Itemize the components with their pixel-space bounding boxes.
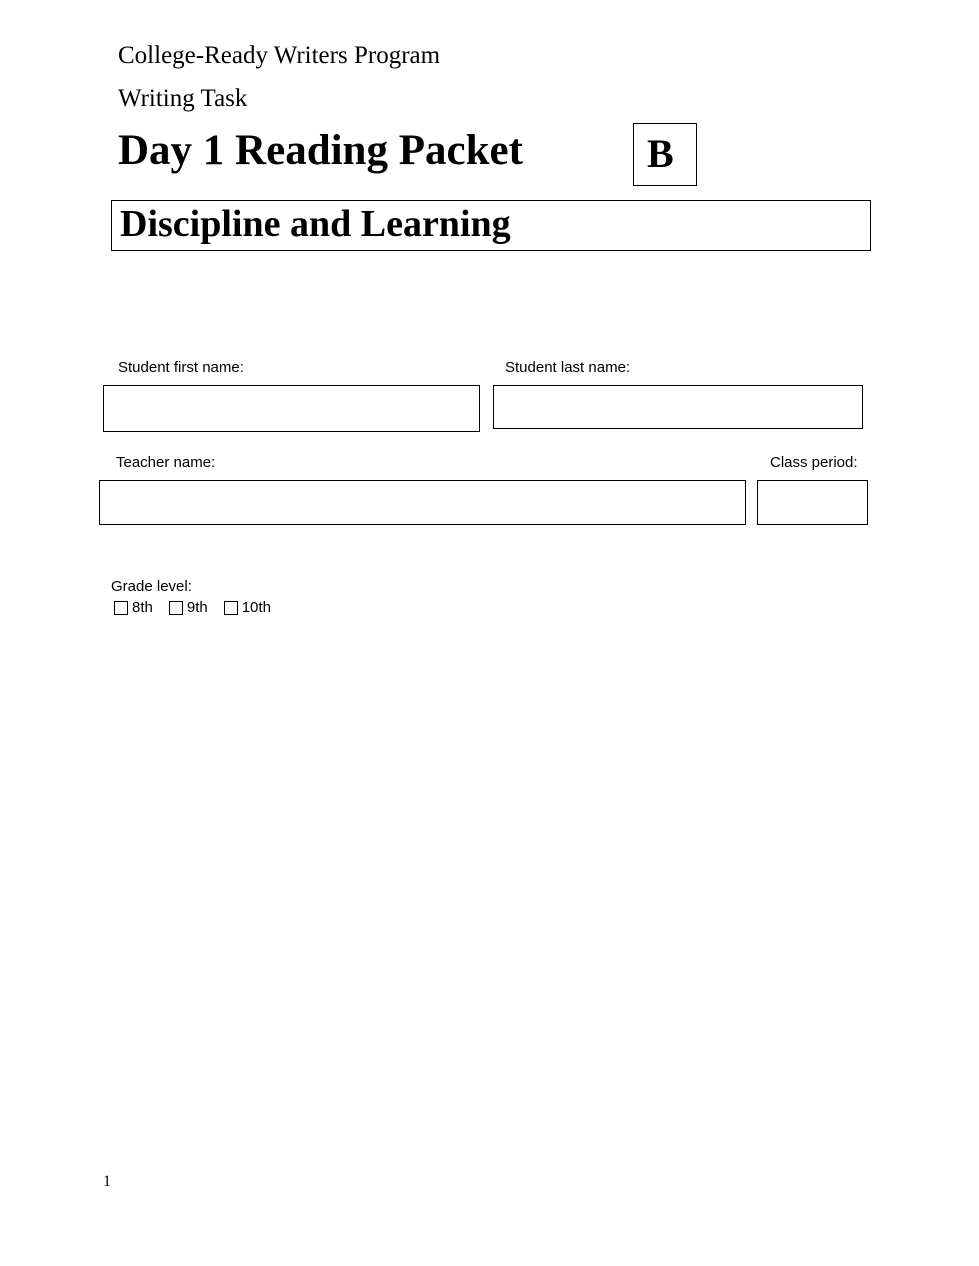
- form-letter: B: [647, 131, 674, 176]
- grade-options: [114, 599, 287, 616]
- topic-box: [111, 200, 871, 251]
- teacher-name-label: Teacher name:: [116, 454, 216, 471]
- page-number: 1: [103, 1173, 111, 1190]
- last-name-field[interactable]: [493, 385, 863, 429]
- topic-title: Discipline and Learning: [120, 203, 511, 245]
- last-name-label: Student last name:: [505, 359, 631, 376]
- checkbox-9th[interactable]: [169, 601, 183, 615]
- packet-title: Day 1 Reading Packet: [118, 127, 523, 174]
- grade-9th-label: 9th: [186, 599, 208, 616]
- task-subtitle: Writing Task: [118, 85, 248, 112]
- form-letter-box: [633, 123, 697, 186]
- checkbox-10th[interactable]: [224, 601, 238, 615]
- class-period-field[interactable]: [757, 480, 868, 525]
- grade-8th-label: 8th: [132, 599, 153, 616]
- class-period-label: Class period:: [770, 454, 858, 471]
- first-name-field[interactable]: [103, 385, 480, 432]
- grade-option-9th[interactable]: [169, 599, 208, 616]
- grade-level-label: Grade level:: [111, 578, 192, 595]
- teacher-name-field[interactable]: [99, 480, 746, 525]
- grade-option-8th[interactable]: [114, 599, 153, 616]
- program-title: College-Ready Writers Program: [118, 42, 441, 69]
- checkbox-8th[interactable]: [114, 601, 128, 615]
- grade-10th-label: 10th: [241, 599, 271, 616]
- first-name-label: Student first name:: [118, 359, 244, 376]
- grade-option-10th[interactable]: [224, 599, 271, 616]
